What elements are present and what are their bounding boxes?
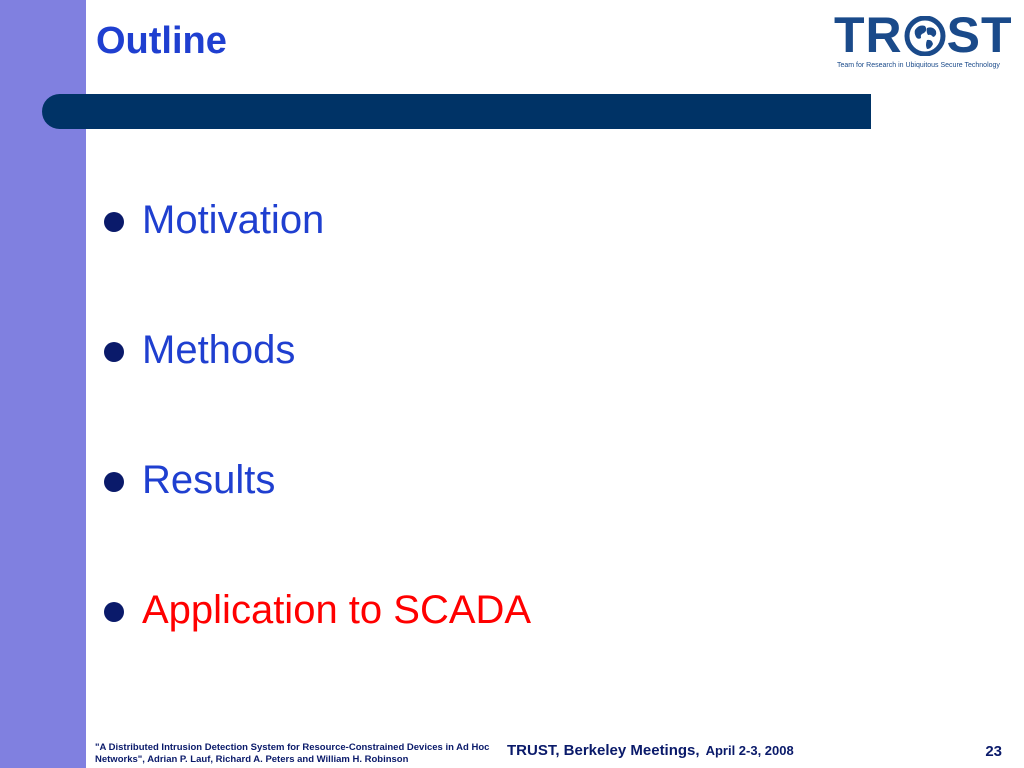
list-item bbox=[104, 155, 531, 285]
bullet-dot-icon bbox=[104, 212, 124, 232]
bullet-dot-icon bbox=[104, 602, 124, 622]
bullet-dot-icon bbox=[104, 342, 124, 362]
logo-word-left: TR bbox=[834, 7, 903, 63]
footer-citation: "A Distributed Intrusion Detection System for Resource-Constrained Devices in Ad Hoc Networks", Adrian P. Lauf, Richard A. Peters and William H. Robinson bbox=[95, 742, 490, 765]
bullet-label-methods: Methods bbox=[142, 328, 296, 372]
globe-icon bbox=[903, 14, 947, 54]
bullet-label-application: Application to SCADA bbox=[142, 588, 532, 632]
trust-logo bbox=[834, 7, 1014, 69]
outline-list bbox=[104, 155, 531, 675]
logo-tagline: Team for Research in Ubiquitous Secure Technology bbox=[837, 62, 1000, 69]
slide-title: Outline bbox=[96, 20, 227, 62]
title-divider-bar bbox=[42, 94, 871, 129]
page-number: 23 bbox=[985, 743, 1002, 760]
bullet-label-results: Results bbox=[142, 458, 276, 502]
list-item bbox=[104, 545, 531, 675]
bullet-label-motivation: Motivation bbox=[142, 198, 325, 242]
bullet-dot-icon bbox=[104, 472, 124, 492]
footer-date: April 2-3, 2008 bbox=[705, 743, 794, 758]
list-item bbox=[104, 415, 531, 545]
logo-word-right: ST bbox=[946, 7, 1013, 63]
list-item bbox=[104, 285, 531, 415]
footer-event: TRUST, Berkeley Meetings, bbox=[507, 742, 700, 759]
footer-meeting bbox=[507, 742, 794, 760]
logo-wordmark bbox=[834, 7, 1013, 63]
